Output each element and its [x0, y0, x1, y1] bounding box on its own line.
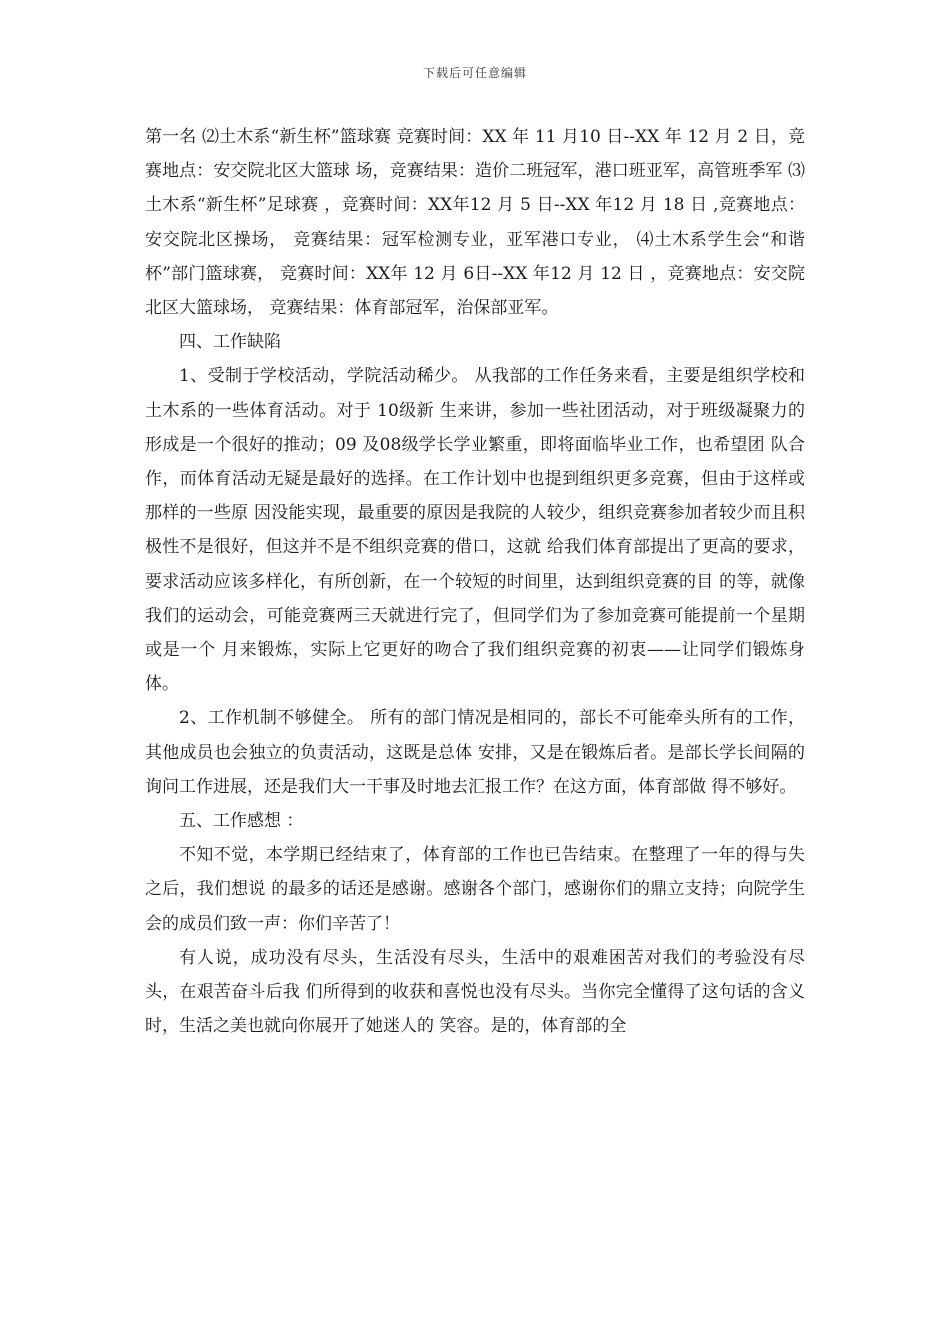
paragraph-competition-results: 第一名 ⑵土木系“新生杯”篮球赛 竞赛时间：XX 年 11 月10 日--XX 年 12 月 2 日，竞赛地点：安交院北区大篮球 场，竞赛结果：造价二班冠军，港口班亚军，高管班季军 ⑶土木系“新生杯”足球赛 ，竞赛时间：XX年12 月 5 日--XX 年12 月 18 日 ,竞赛地点：安交院北区操场， 竞赛结果：冠军检测专业，亚军港口专业， ⑷土木系学生会“和谐杯”部门篮球赛， 竞赛时间：XX年 12 月 6日--XX 年12 月 12 日 ，竞赛地点：安交院北区大篮球场， 竞赛结果：体育部冠军，治保部亚军。 [145, 127, 805, 319]
section-heading-work-thoughts: 五、工作感想 ： [179, 811, 304, 832]
paragraph-defect-2: 2、工作机制不够健全。 所有的部门情况是相同的，部长不可能牵头所有的工作，其他成员也会独立的负责活动，这既是总体 安排，又是在锻炼后者。是部长学长间隔的询问工作进展，还是我们大一干事及时地去汇报工作？在这方面，体育部做 得不够好。 [145, 708, 805, 797]
page-header: 下载后可任意编辑 [422, 66, 527, 80]
section-heading-work-defects: 四、工作缺陷 [179, 332, 281, 353]
paragraph-thoughts-1: 不知不觉，本学期已经结束了，体育部的工作也已告结束。在整理了一年的得与失之后，我们想说 的最多的话还是感谢。感谢各个部门，感谢你们的鼎立支持；向院学生会的成员们致一声：你们辛苦了！ [145, 845, 805, 934]
paragraph-thoughts-2: 有人说，成功没有尽头，生活没有尽头，生活中的艰难困苦对我们的考验没有尽头，在艰苦奋斗后我 们所得到的收获和喜悦也没有尽头。当你完全懂得了这句话的含义时，生活之美也就向你展开了她迷人的 笑容。是的，体育部的全 [145, 947, 805, 1037]
paragraph-defect-1: 1、受制于学校活动，学院活动稀少。 从我部的工作任务来看，主要是组织学校和土木系的一些体育活动。对于 10级新 生来讲，参加一些社团活动，对于班级凝聚力的形成是一个很好的推动；09 及08级学长学业繁重，即将面临毕业工作，也希望团 队合作，而体育活动无疑是最好的选择。在工作计划中也提到组织更多竞赛，但由于这样或那样的一些原 因没能实现，最重要的原因是我院的人较少，组织竞赛参加者较少而且积极性不是很好，但这并不是不组织竞赛的借口，这就 给我们体育部提出了更高的要求，要求活动应该多样化，有所创新，在一个较短的时间里，达到组织竞赛的目 的等，就像我们的运动会，可能竞赛两三天就进行完了，但同学们为了参加竞赛可能提前一个星期或是一个 月来锻炼，实际上它更好的吻合了我们组织竞赛的初衷——让同学们锻炼身体。 [145, 366, 805, 695]
document-body [145, 120, 805, 1043]
